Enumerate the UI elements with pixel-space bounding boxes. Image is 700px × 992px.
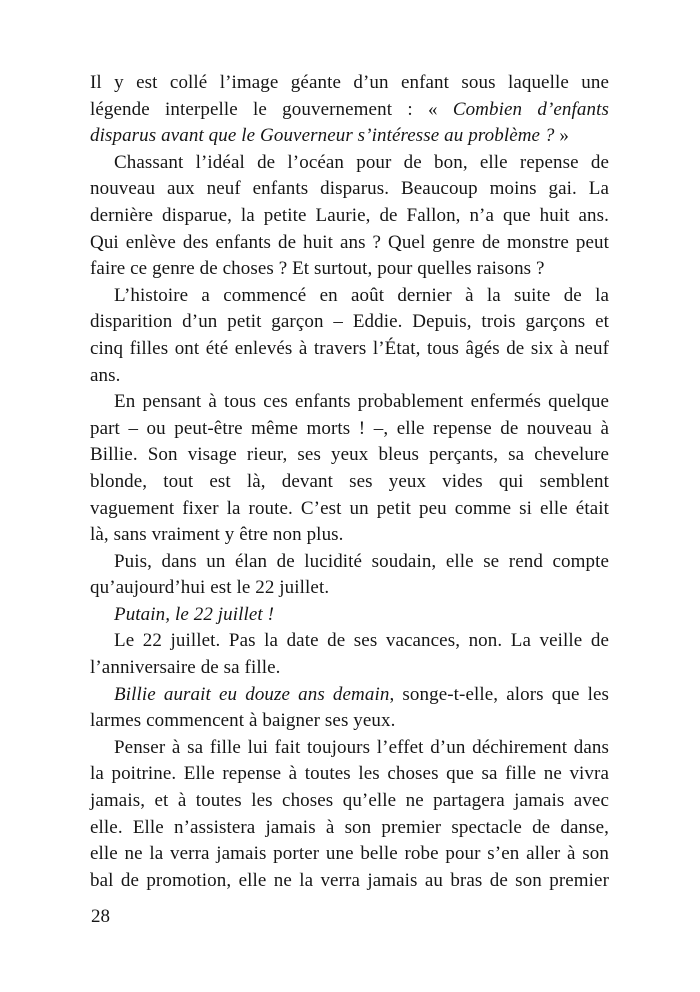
text-segment: l’anniversaire de sa fille. [90,657,281,679]
text-line [90,70,609,97]
text-line [90,815,609,842]
italic-text-segment: disparus avant que le Gouverneur s’intéresse au problème ? [90,125,555,147]
text-line [90,123,609,150]
text-line [90,97,609,124]
text-line [90,150,609,177]
text-line [90,176,609,203]
italic-text-segment: Billie aurait eu douze ans demain [114,683,390,705]
text-segment: disparition d’un petit garçon – Eddie. Depuis, trois garçons et [90,311,609,333]
text-line [90,469,609,496]
text-segment: Chassant l’idéal de l’océan pour de bon, elle repense de [114,151,609,173]
text-segment: nouveau aux neuf enfants disparus. Beaucoup moins gai. La [90,178,609,200]
text-segment: là, sans vraiment y être non plus. [90,524,344,546]
text-line [90,549,609,576]
text-line [90,283,609,310]
text-segment: L’histoire a commencé en août dernier à la suite de la [114,284,609,306]
italic-text-segment: Putain, le 22 juillet ! [114,603,275,625]
text-segment: bal de promotion, elle ne la verra jamais au bras de son premier [90,869,609,891]
text-segment: cinq filles ont été enlevés à travers l’État, tous âgés de six à neuf [90,337,609,359]
page-text [90,70,609,894]
text-segment: elle. Elle n’assistera jamais à son premier spectacle de danse, [90,816,609,838]
text-line [90,389,609,416]
text-line [90,708,609,735]
text-line [90,788,609,815]
text-line [90,363,609,390]
text-line [90,575,609,602]
text-line [90,256,609,283]
text-segment: » [554,125,569,147]
text-segment: la poitrine. Elle repense à toutes les choses que sa fille ne vivra [90,763,609,785]
text-line [90,868,609,895]
text-segment: larmes commencent à baigner ses yeux. [90,710,396,732]
text-line [90,682,609,709]
text-line [90,309,609,336]
text-line [90,841,609,868]
text-segment: légende interpelle le gouvernement : « [90,98,453,120]
text-segment: blonde, tout est là, devant ses yeux vides qui semblent [90,470,609,492]
page-number: 28 [91,906,110,927]
text-segment: Puis, dans un élan de lucidité soudain, elle se rend compte [114,550,609,572]
text-segment: Penser à sa fille lui fait toujours l’effet d’un déchirement dans [114,736,609,758]
text-segment: Il y est collé l’image géante d’un enfant sous laquelle une [90,72,609,93]
text-segment: ans. [90,364,121,386]
text-line [90,602,609,629]
text-segment: part – ou peut-être même morts ! –, elle repense de nouveau à [90,417,609,439]
text-line [90,735,609,762]
text-segment: dernière disparue, la petite Laurie, de Fallon, n’a que huit ans. [90,204,609,226]
text-line [90,628,609,655]
text-segment: , songe-t-elle, alors que les [389,683,609,705]
text-segment: elle ne la verra jamais porter une belle robe pour s’en aller à son [90,843,609,865]
text-line [90,203,609,230]
text-segment: Le 22 juillet. Pas la date de ses vacances, non. La veille de [114,630,609,652]
text-line [90,522,609,549]
text-segment: Billie. Son visage rieur, ses yeux bleus perçants, sa chevelure [90,444,609,466]
text-line [90,336,609,363]
text-line [90,496,609,523]
text-line [90,761,609,788]
text-segment: faire ce genre de choses ? Et surtout, pour quelles raisons ? [90,258,545,280]
text-line [90,655,609,682]
text-line [90,230,609,257]
italic-text-segment: Combien d’enfants [452,98,609,120]
text-line [90,442,609,469]
text-segment: Qui enlève des enfants de huit ans ? Quel genre de monstre peut [90,231,609,253]
text-segment: En pensant à tous ces enfants probablement enfermés quelque [114,391,609,413]
text-segment: qu’aujourd’hui est le 22 juillet. [90,577,330,599]
text-segment: vaguement fixer la route. C’est un petit peu comme si elle était [90,497,609,519]
text-segment: jamais, et à toutes les choses qu’elle ne partagera jamais avec [90,790,609,812]
text-line [90,416,609,443]
